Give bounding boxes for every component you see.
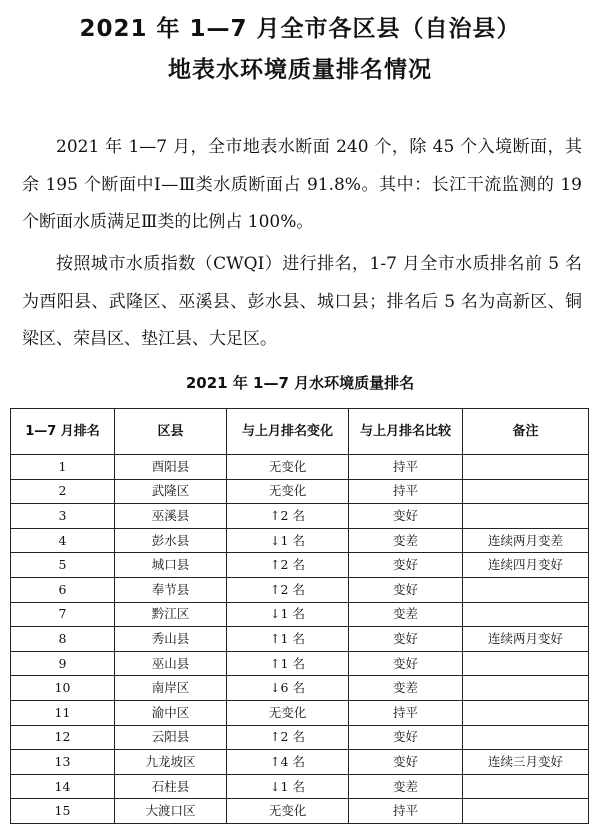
cell-remarks [463,455,589,480]
cell-rank: 13 [11,750,115,775]
ranking-table [10,408,589,824]
cell-district: 酉阳县 [115,455,227,480]
cell-remarks [463,700,589,725]
cell-comparison: 变好 [349,504,463,529]
cell-remarks: 连续两月变好 [463,627,589,652]
cell-remarks [463,577,589,602]
table-row [11,627,589,652]
cell-rank: 3 [11,504,115,529]
cell-rank-change: 无变化 [227,700,349,725]
cell-rank-change: ↓1 名 [227,774,349,799]
header-comparison: 与上月排名比较 [349,409,463,455]
cell-rank: 4 [11,528,115,553]
cell-district: 九龙坡区 [115,750,227,775]
cell-rank: 2 [11,479,115,504]
table-row [11,455,589,480]
cell-rank-change: ↑2 名 [227,725,349,750]
cell-rank: 5 [11,553,115,578]
ranking-table-body [11,455,589,824]
cell-district: 云阳县 [115,725,227,750]
cell-remarks [463,651,589,676]
cell-district: 城口县 [115,553,227,578]
cell-rank-change: ↓6 名 [227,676,349,701]
table-row [11,700,589,725]
cell-comparison: 变好 [349,627,463,652]
cell-rank-change: ↑1 名 [227,651,349,676]
cell-remarks: 连续三月变好 [463,750,589,775]
cell-comparison: 变好 [349,651,463,676]
cell-remarks [463,676,589,701]
cell-rank-change: ↑4 名 [227,750,349,775]
cell-rank: 15 [11,799,115,824]
table-row [11,799,589,824]
table-row [11,725,589,750]
cell-district: 巫山县 [115,651,227,676]
table-row [11,602,589,627]
summary-paragraph: 2021 年 1—7 月，全市地表水断面 240 个，除 45 个入境断面，其余 195 个断面中Ⅰ—Ⅲ类水质断面占 91.8%。其中：长江干流监测的 19 个断面水质满足Ⅲ类的比例占 100%。 [22,137,582,232]
cell-rank: 7 [11,602,115,627]
table-row [11,774,589,799]
table-row [11,676,589,701]
table-row [11,553,589,578]
cell-remarks [463,504,589,529]
cell-district: 奉节县 [115,577,227,602]
cell-comparison: 变好 [349,725,463,750]
cell-comparison: 持平 [349,479,463,504]
document-title-line-1: 2021 年 1—7 月全市各区县（自治县） [79,16,521,42]
cell-comparison: 变差 [349,602,463,627]
cell-remarks [463,799,589,824]
cell-district: 武隆区 [115,479,227,504]
table-row [11,504,589,529]
cell-comparison: 持平 [349,455,463,480]
cell-district: 秀山县 [115,627,227,652]
document-title-line-2: 地表水环境质量排名情况 [168,57,432,83]
cell-rank: 10 [11,676,115,701]
cell-rank: 6 [11,577,115,602]
header-rank: 1—7 月排名 [11,409,115,455]
cell-comparison: 变好 [349,577,463,602]
table-row [11,528,589,553]
cell-comparison: 持平 [349,700,463,725]
cell-district: 渝中区 [115,700,227,725]
cell-remarks [463,602,589,627]
cell-comparison: 变好 [349,750,463,775]
header-district: 区县 [115,409,227,455]
cell-remarks: 连续两月变差 [463,528,589,553]
cell-district: 大渡口区 [115,799,227,824]
header-rank-change: 与上月排名变化 [227,409,349,455]
cell-comparison: 变好 [349,553,463,578]
cell-rank-change: 无变化 [227,455,349,480]
cell-remarks [463,774,589,799]
cell-rank-change: ↑2 名 [227,553,349,578]
table-caption: 2021 年 1—7 月水环境质量排名 [185,374,415,392]
cell-rank-change: ↑1 名 [227,627,349,652]
table-row [11,651,589,676]
cell-rank-change: ↑2 名 [227,577,349,602]
cell-rank: 1 [11,455,115,480]
cell-rank: 11 [11,700,115,725]
header-remarks: 备注 [463,409,589,455]
cell-rank-change: ↑2 名 [227,504,349,529]
cell-rank-change: ↓1 名 [227,602,349,627]
cell-district: 南岸区 [115,676,227,701]
cell-district: 黔江区 [115,602,227,627]
ranking-table-header [11,409,589,455]
cell-rank: 14 [11,774,115,799]
header-row [11,409,589,455]
cell-comparison: 变差 [349,774,463,799]
cell-rank-change: 无变化 [227,479,349,504]
cell-comparison: 变差 [349,528,463,553]
cell-district: 彭水县 [115,528,227,553]
cell-rank-change: ↓1 名 [227,528,349,553]
cell-comparison: 变差 [349,676,463,701]
table-row [11,479,589,504]
cell-comparison: 持平 [349,799,463,824]
cell-rank: 12 [11,725,115,750]
cell-district: 石柱县 [115,774,227,799]
cell-remarks: 连续四月变好 [463,553,589,578]
ranking-paragraph: 按照城市水质指数（CWQI）进行排名，1-7 月全市水质排名前 5 名为酉阳县、武隆区、巫溪县、彭水县、城口县；排名后 5 名为高新区、铜梁区、荣昌区、垫江县、大足区。 [22,254,582,349]
cell-remarks [463,725,589,750]
cell-remarks [463,479,589,504]
table-row [11,750,589,775]
cell-rank: 9 [11,651,115,676]
cell-district: 巫溪县 [115,504,227,529]
table-row [11,577,589,602]
cell-rank: 8 [11,627,115,652]
cell-rank-change: 无变化 [227,799,349,824]
